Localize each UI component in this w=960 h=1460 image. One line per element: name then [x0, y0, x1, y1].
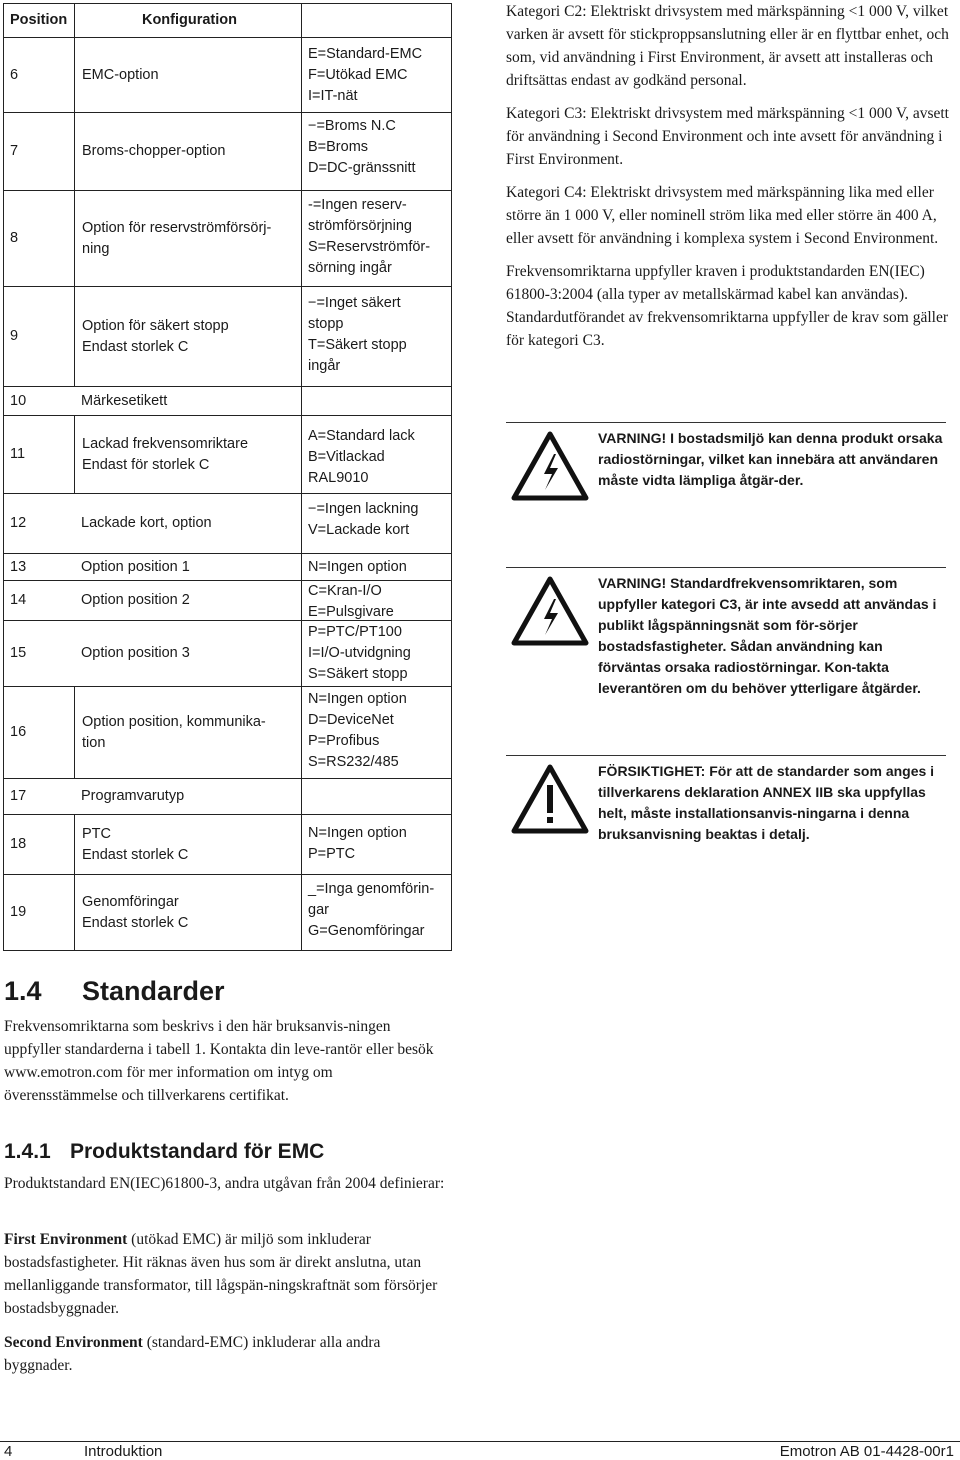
row-configuration: Option position 1	[81, 558, 190, 575]
table-row	[4, 190, 451, 286]
row-values	[302, 779, 451, 814]
category-c2-paragraph: Kategori C2: Elektriskt drivsystem med märkspänning <1 000 V, vilket varken är avsett för stickproppsanslutning eller är en flyttbar enhet, och som, vid användning i First Environment, är avsett att installeras och driftsättas endast av godkänd personal.	[506, 3, 949, 89]
row-position-configuration	[4, 581, 302, 620]
divider	[506, 422, 946, 423]
row-values: P=PTC/PT100 I=I/O-utvidgning S=Säkert stopp	[308, 624, 411, 682]
row-configuration: Programvarutyp	[81, 788, 185, 804]
table-row	[4, 386, 451, 415]
header-position: Position	[4, 4, 75, 37]
first-environment-definition: (utökad EMC) är miljö som inkluderar bostadsfastigheter. Hit räknas även hus som är direkt anslutna, utan mellanliggande transformator, till lågspän-ningskraftnät som försörjer bostadsbyggnader.	[4, 1231, 438, 1317]
row-position-configuration	[4, 621, 302, 686]
table-header-row	[4, 4, 451, 37]
footer-section: Introduktion	[84, 1443, 163, 1460]
row-values: N=Ingen option	[308, 559, 407, 575]
caution-box	[506, 761, 946, 871]
row-position-configuration	[4, 779, 302, 814]
row-values: _=Inga genomförin- gar G=Genomföringar	[308, 881, 435, 939]
subsection-title: Produktstandard för EMC	[70, 1140, 325, 1163]
row-position: 15	[10, 645, 27, 661]
table-row	[4, 553, 451, 580]
section-title: Standarder	[82, 976, 225, 1006]
table-row	[4, 778, 451, 814]
row-position-configuration	[4, 494, 302, 553]
caution-text: FÖRSIKTIGHET: För att de standarder som anges i tillverkarens deklaration ANNEX IIB ska uppfyllas helt, måste installationsanvis-ningarna i denna bruksanvisning beaktas i detalj.	[598, 763, 935, 842]
row-position-configuration	[4, 554, 302, 580]
second-environment-paragraph	[4, 1331, 450, 1377]
table-row	[4, 814, 451, 874]
row-configuration: Genomföringar Endast storlek C	[75, 875, 302, 950]
category-c3-paragraph: Kategori C3: Elektriskt drivsystem med märkspänning <1 000 V, avsett för användning i Second Environment och inte avsett för användning i First Environment.	[506, 105, 949, 168]
row-values: −=Broms N.C B=Broms D=DC-gränssnitt	[308, 118, 416, 176]
row-values: A=Standard lack B=Vitlackad RAL9010	[308, 428, 415, 486]
compliance-paragraph: Frekvensomriktarna uppfyller kraven i produktstandarden EN(IEC) 61800-3:2004 (alla typer av metallskärmad kabel kan användas). Standardutförandet av frekvensomriktarna uppfyller de krav som gäller för kategori C3.	[506, 263, 949, 349]
row-values	[302, 387, 451, 415]
row-values: −=Inget säkert stopp T=Säkert stopp ingår	[308, 295, 407, 374]
table-row	[4, 415, 451, 493]
table-row	[4, 686, 451, 778]
row-configuration: Option position 3	[81, 645, 190, 661]
warning-box-2	[506, 573, 946, 743]
divider	[506, 567, 946, 568]
row-position: 13	[10, 558, 27, 575]
warning-box-1	[506, 428, 946, 548]
row-configuration: PTC Endast storlek C	[75, 815, 302, 874]
subsection-heading	[4, 1140, 324, 1164]
row-configuration: Option position 2	[81, 592, 190, 608]
row-position: 12	[10, 515, 27, 531]
table-row	[4, 286, 451, 386]
row-configuration: Option position, kommunika- tion	[75, 687, 302, 778]
row-configuration: Broms-chopper-option	[75, 113, 302, 190]
table-row	[4, 112, 451, 190]
page-footer	[0, 1441, 960, 1460]
row-configuration: Option för säkert stopp Endast storlek C	[75, 287, 302, 386]
configuration-table	[3, 3, 452, 951]
table-row	[4, 874, 451, 950]
header-configuration: Konfiguration	[75, 4, 302, 37]
table-row	[4, 37, 451, 112]
row-values: C=Kran-I/O E=Pulsgivare	[308, 583, 394, 620]
row-values: −=Ingen lackning V=Lackade kort	[308, 501, 419, 538]
row-position: 6	[4, 38, 75, 112]
row-configuration: Märkesetikett	[81, 392, 168, 409]
row-configuration: EMC-option	[75, 38, 302, 112]
warning-text: VARNING! I bostadsmiljö kan denna produkt orsaka radiostörningar, vilket kan innebära att användaren måste vidta lämpliga åtgär-der.	[598, 430, 943, 488]
first-environment-term: First Environment	[4, 1231, 128, 1248]
row-position: 7	[4, 113, 75, 190]
section-heading	[4, 976, 225, 1007]
row-values: -=Ingen reserv- strömförsörjning S=Reservströmför- sörning ingår	[308, 197, 431, 276]
row-position: 9	[4, 287, 75, 386]
category-c4-paragraph: Kategori C4: Elektriskt drivsystem med märkspänning lika med eller större än 1 000 V, eller nominell ström lika med eller större än 400 A, eller avsett för användning i komplexa system i Second Environment.	[506, 184, 939, 247]
table-row	[4, 493, 451, 553]
subsection-paragraph-1: Produktstandard EN(IEC)61800-3, andra utgåvan från 2004 definierar:	[4, 1175, 445, 1192]
divider	[506, 755, 946, 756]
row-position: 19	[4, 875, 75, 950]
row-values: N=Ingen option D=DeviceNet P=Profibus S=RS232/485	[308, 691, 407, 770]
section-number: 1.4	[4, 976, 42, 1006]
row-configuration: Lackad frekvensomriktare Endast för storlek C	[75, 416, 302, 493]
high-voltage-warning-icon	[510, 428, 590, 508]
row-configuration: Lackade kort, option	[81, 515, 212, 531]
row-position-configuration	[4, 387, 302, 415]
document-id: Emotron AB 01-4428-00r1	[779, 1443, 954, 1460]
row-position: 8	[4, 191, 75, 286]
table-row	[4, 620, 451, 686]
first-environment-paragraph	[4, 1228, 450, 1320]
header-values	[302, 4, 451, 37]
subsection-number: 1.4.1	[4, 1140, 51, 1163]
second-environment-definition: (standard-EMC) inkluderar alla andra byggnader.	[4, 1334, 381, 1374]
row-position: 17	[10, 788, 27, 804]
warning-text: VARNING! Standardfrekvensomriktaren, som uppfyller kategori C3, är inte avsedd att användas i publikt lågspänningsnät som för-sörjer bostadsfastigheter. Sådan användning kan förväntas orsaka radiostörningar. Kon-takta leverantören om du behöver ytterligare åtgärder.	[598, 575, 937, 696]
section-intro: Frekvensomriktarna som beskrivs i den här bruksanvis-ningen uppfyller standarderna i tabell 1. Kontakta din leve-rantör eller besök www.emotron.com för mer information om intyg om överensstämmelse och tillverkarens certifikat.	[4, 1018, 434, 1104]
row-position: 14	[10, 592, 27, 608]
row-position: 11	[4, 416, 75, 493]
row-position: 16	[4, 687, 75, 778]
row-values: E=Standard-EMC F=Utökad EMC I=IT-nät	[308, 46, 423, 104]
second-environment-term: Second Environment	[4, 1334, 143, 1351]
table-row	[4, 580, 451, 620]
right-column-text	[506, 0, 956, 362]
high-voltage-warning-icon	[510, 573, 590, 653]
page-number: 4	[4, 1443, 13, 1460]
row-position: 10	[10, 392, 27, 409]
caution-exclamation-icon	[510, 761, 590, 841]
row-configuration: Option för reservströmförsörj- ning	[75, 191, 302, 286]
row-values: N=Ingen option P=PTC	[308, 825, 407, 862]
row-position: 18	[4, 815, 75, 874]
